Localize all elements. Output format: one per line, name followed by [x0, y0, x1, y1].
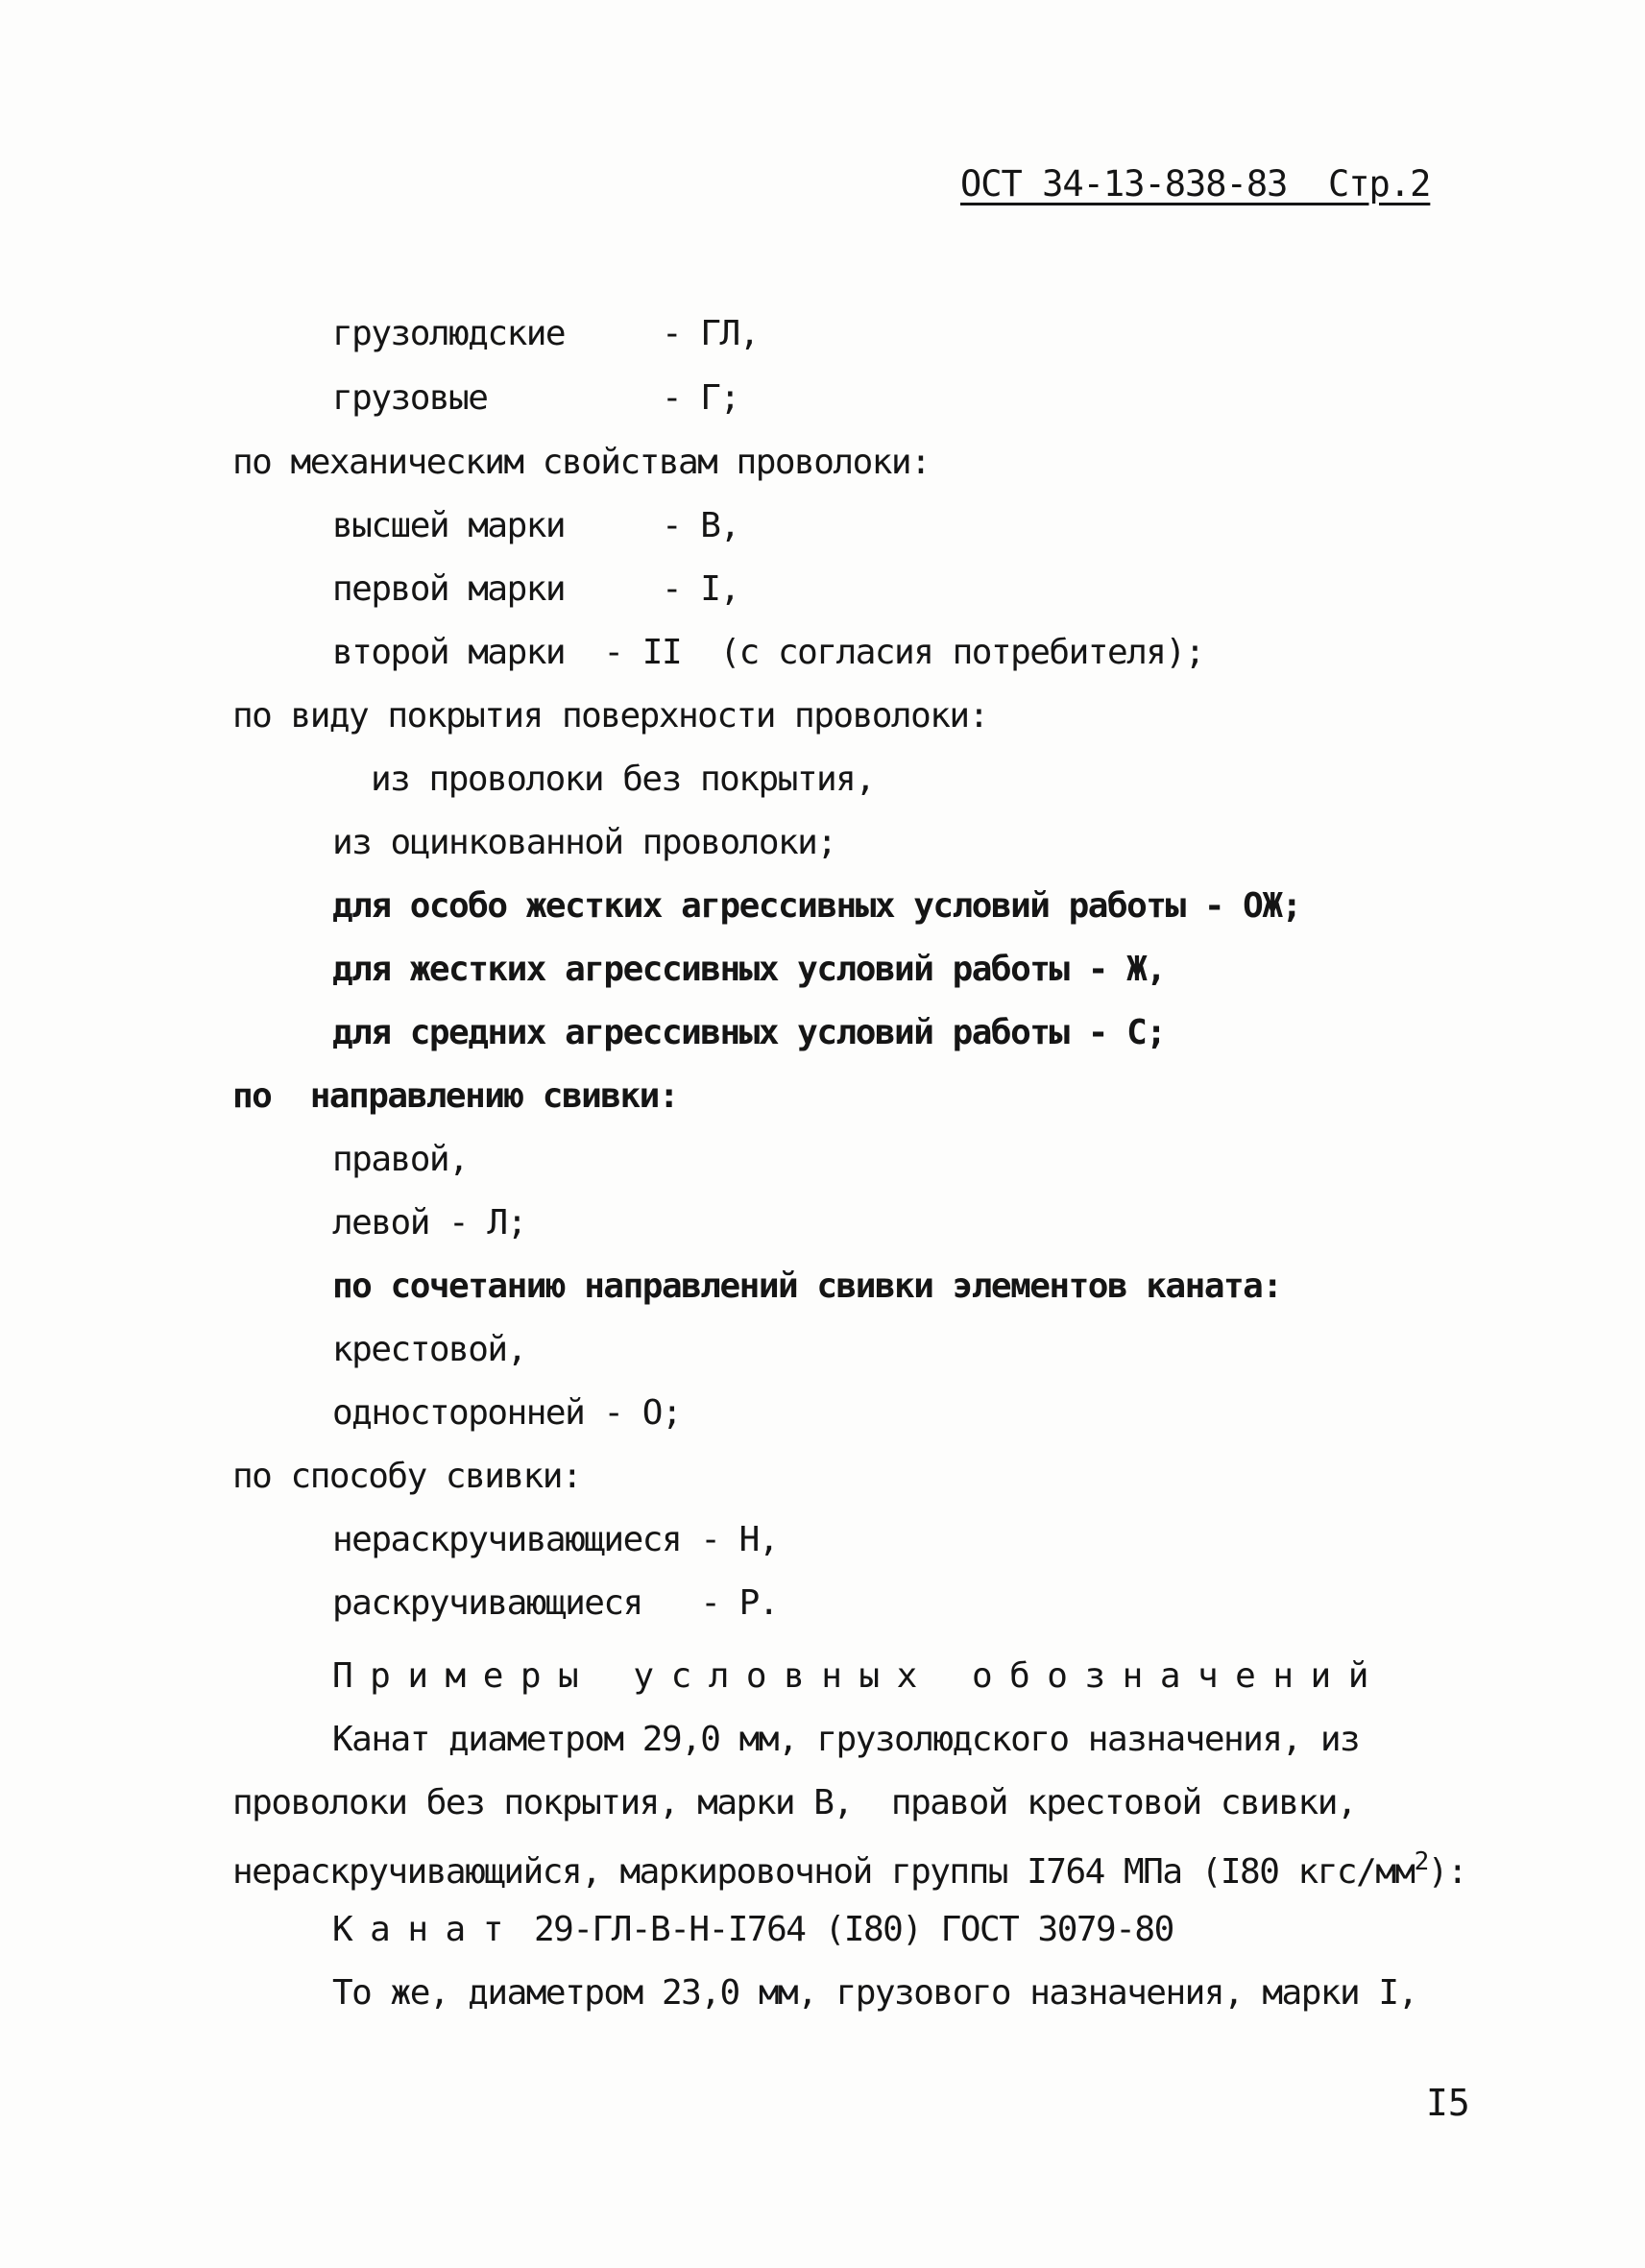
- text-line: по механическим свойствам проволоки:: [232, 443, 931, 482]
- document-header: ОСТ 34-13-838-83 Стр.2: [960, 163, 1431, 205]
- text-line: [232, 1849, 1466, 1890]
- text-line: односторонней - О;: [332, 1393, 682, 1433]
- text-line: для жестких агрессивных условий работы - Ж,: [332, 950, 1166, 989]
- text-line: по сочетанию направлений свивки элементов каната:: [332, 1267, 1282, 1306]
- text-line-end: ):: [1427, 1852, 1467, 1892]
- text-line: для особо жестких агрессивных условий работы - ОЖ;: [332, 886, 1301, 926]
- text-line: второй марки - II (с согласия потребителя);: [332, 633, 1204, 672]
- designation-code: 29-ГЛ-В-Н-I764 (I80) ГОСТ 3079-80: [534, 1910, 1173, 1949]
- section-heading: Примеры условных обозначений: [332, 1656, 1386, 1696]
- text-line: раскручивающиеся - Р.: [332, 1583, 778, 1623]
- text-line: проволоки без покрытия, марки В, правой крестовой свивки,: [232, 1783, 1357, 1822]
- text-line: правой,: [332, 1140, 469, 1179]
- text-line: нераскручивающиеся - Н,: [332, 1520, 778, 1559]
- text-line: из проволоки без покрытия,: [371, 760, 875, 799]
- text-line-main: нераскручивающийся, маркировочной группы I764 МПа (I80 кгс/мм: [232, 1852, 1415, 1892]
- text-line: первой марки - I,: [332, 569, 739, 609]
- text-line: по способу свивки:: [232, 1457, 582, 1496]
- text-line: левой - Л;: [332, 1203, 526, 1243]
- text-line: грузолюдские - ГЛ,: [332, 314, 759, 353]
- text-line: То же, диаметром 23,0 мм, грузового назначения, марки I,: [332, 1973, 1417, 2013]
- text-line: грузовые - Г;: [332, 378, 739, 418]
- text-line: крестовой,: [332, 1330, 526, 1369]
- text-line: из оцинкованной проволоки;: [332, 823, 836, 862]
- text-line: высшей марки - В,: [332, 506, 739, 545]
- page-number: I5: [1426, 2082, 1470, 2124]
- text-line: для средних агрессивных условий работы - С;: [332, 1013, 1166, 1052]
- text-line: Канат диаметром 29,0 мм, грузолюдского назначения, из: [332, 1720, 1360, 1759]
- designation-label: Канат: [332, 1910, 520, 1949]
- text-line: по виду покрытия поверхности проволоки:: [232, 696, 988, 736]
- text-line: по направлению свивки:: [232, 1076, 678, 1116]
- superscript: 2: [1414, 1847, 1428, 1876]
